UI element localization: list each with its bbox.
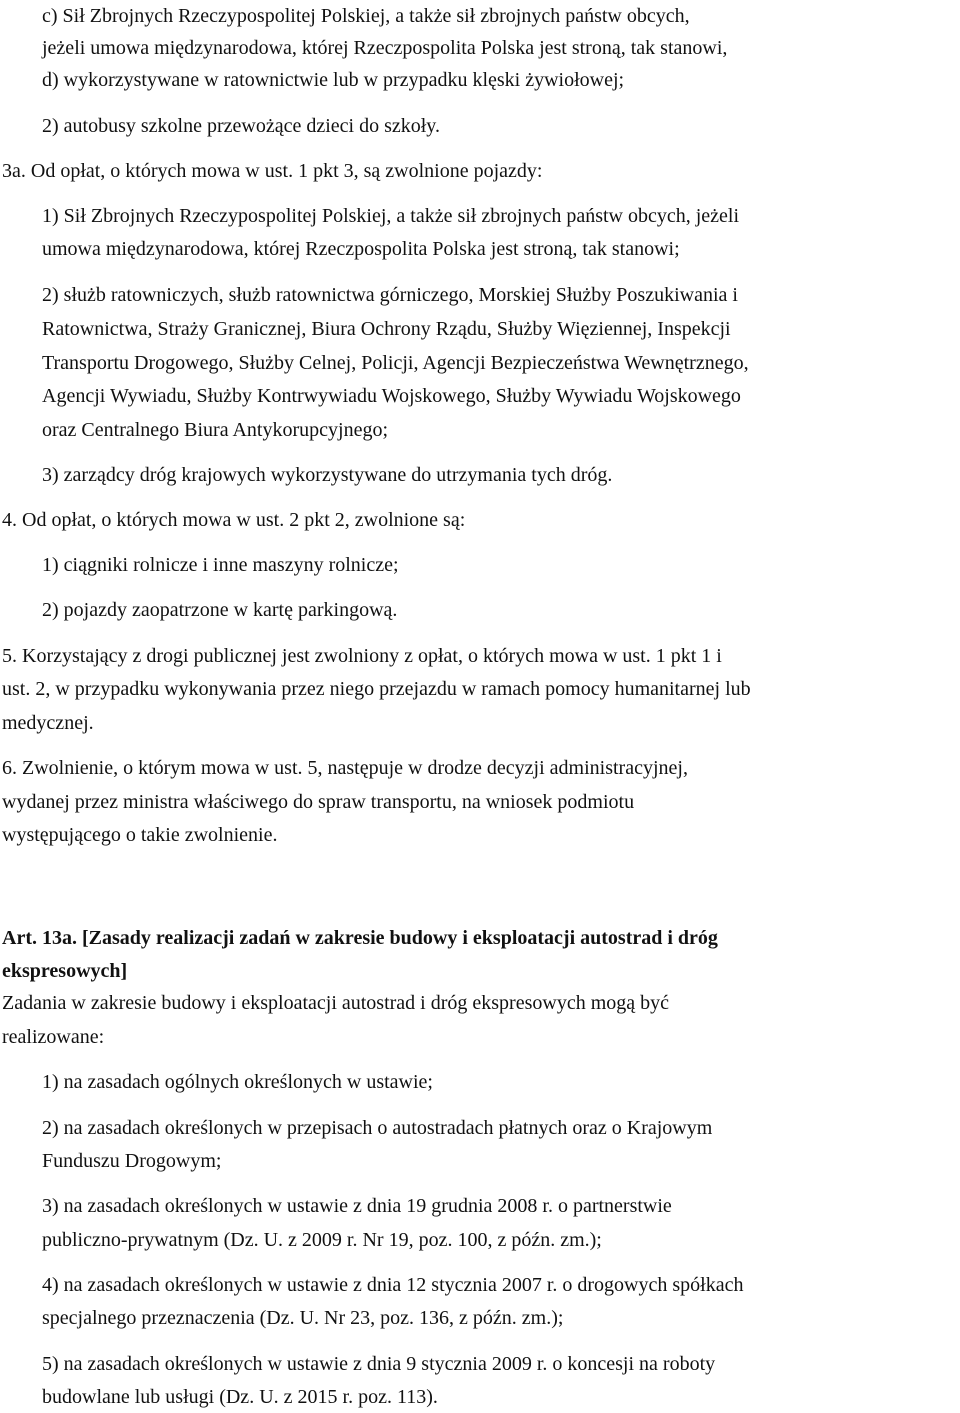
text-line: ust. 2, w przypadku wykonywania przez niego przejazdu w ramach pomocy humanitarnej lub [2, 678, 751, 700]
text-line: 4. Od opłat, o których mowa w ust. 2 pkt 2, zwolnione są: [2, 509, 466, 531]
section-heading: ekspresowych] [2, 960, 128, 982]
text-line: 1) ciągniki rolnicze i inne maszyny rolnicze; [42, 554, 399, 576]
text-line: Funduszu Drogowym; [42, 1150, 222, 1172]
text-line: 1) na zasadach ogólnych określonych w ustawie; [42, 1071, 433, 1093]
text-line: 5. Korzystający z drogi publicznej jest zwolniony z opłat, o których mowa w ust. 1 pkt 1 i [2, 645, 722, 667]
text-line: 2) na zasadach określonych w przepisach o autostradach płatnych oraz o Krajowym [42, 1117, 713, 1139]
text-line: 3) na zasadach określonych w ustawie z dnia 19 grudnia 2008 r. o partnerstwie [42, 1195, 672, 1217]
text-line: budowlane lub usługi (Dz. U. z 2015 r. poz. 113). [42, 1386, 438, 1408]
text-line: jeżeli umowa międzynarodowa, której Rzeczpospolita Polska jest stroną, tak stanowi, [42, 37, 728, 59]
text-line: umowa międzynarodowa, której Rzeczpospolita Polska jest stroną, tak stanowi; [42, 238, 680, 260]
text-line: wydanej przez ministra właściwego do spraw transportu, na wniosek podmiotu [2, 791, 635, 813]
text-line: realizowane: [2, 1026, 105, 1048]
text-line: d) wykorzystywane w ratownictwie lub w przypadku klęski żywiołowej; [42, 69, 625, 91]
text-line: Ratownictwa, Straży Granicznej, Biura Ochrony Rządu, Służby Więziennej, Inspekcji [42, 318, 731, 340]
text-line: Transportu Drogowego, Służby Celnej, Policji, Agencji Bezpieczeństwa Wewnętrznego, [42, 352, 749, 374]
text-line: oraz Centralnego Biura Antykorupcyjnego; [42, 419, 389, 441]
text-line: 2) służb ratowniczych, służb ratownictwa górniczego, Morskiej Służby Poszukiwania i [42, 284, 738, 306]
text-line: 2) autobusy szkolne przewożące dzieci do szkoły. [42, 115, 440, 137]
text-line: specjalnego przeznaczenia (Dz. U. Nr 23, poz. 136, z późn. zm.); [42, 1307, 564, 1329]
text-line: Zadania w zakresie budowy i eksploatacji autostrad i dróg ekspresowych mogą być [2, 992, 670, 1014]
text-line: 3) zarządcy dróg krajowych wykorzystywane do utrzymania tych dróg. [42, 464, 613, 486]
text-line: c) Sił Zbrojnych Rzeczypospolitej Polskiej, a także sił zbrojnych państw obcych, [42, 5, 690, 27]
text-line: 6. Zwolnienie, o którym mowa w ust. 5, następuje w drodze decyzji administracyjnej, [2, 757, 688, 779]
text-line: publiczno-prywatnym (Dz. U. z 2009 r. Nr 19, poz. 100, z późn. zm.); [42, 1229, 602, 1251]
text-line: 3a. Od opłat, o których mowa w ust. 1 pkt 3, są zwolnione pojazdy: [2, 160, 543, 182]
text-line: występującego o takie zwolnienie. [2, 824, 278, 846]
text-line: medycznej. [2, 712, 94, 734]
text-line: 1) Sił Zbrojnych Rzeczypospolitej Polskiej, a także sił zbrojnych państw obcych, jeżeli [42, 205, 740, 227]
text-line: 2) pojazdy zaopatrzone w kartę parkingową. [42, 599, 398, 621]
text-line: Agencji Wywiadu, Służby Kontrwywiadu Wojskowego, Służby Wywiadu Wojskowego [42, 385, 741, 407]
text-line: 5) na zasadach określonych w ustawie z dnia 9 stycznia 2009 r. o koncesji na roboty [42, 1353, 716, 1375]
section-heading: Art. 13a. [Zasady realizacji zadań w zakresie budowy i eksploatacji autostrad i dróg [2, 927, 718, 949]
text-line: 4) na zasadach określonych w ustawie z dnia 12 stycznia 2007 r. o drogowych spółkach [42, 1274, 744, 1296]
